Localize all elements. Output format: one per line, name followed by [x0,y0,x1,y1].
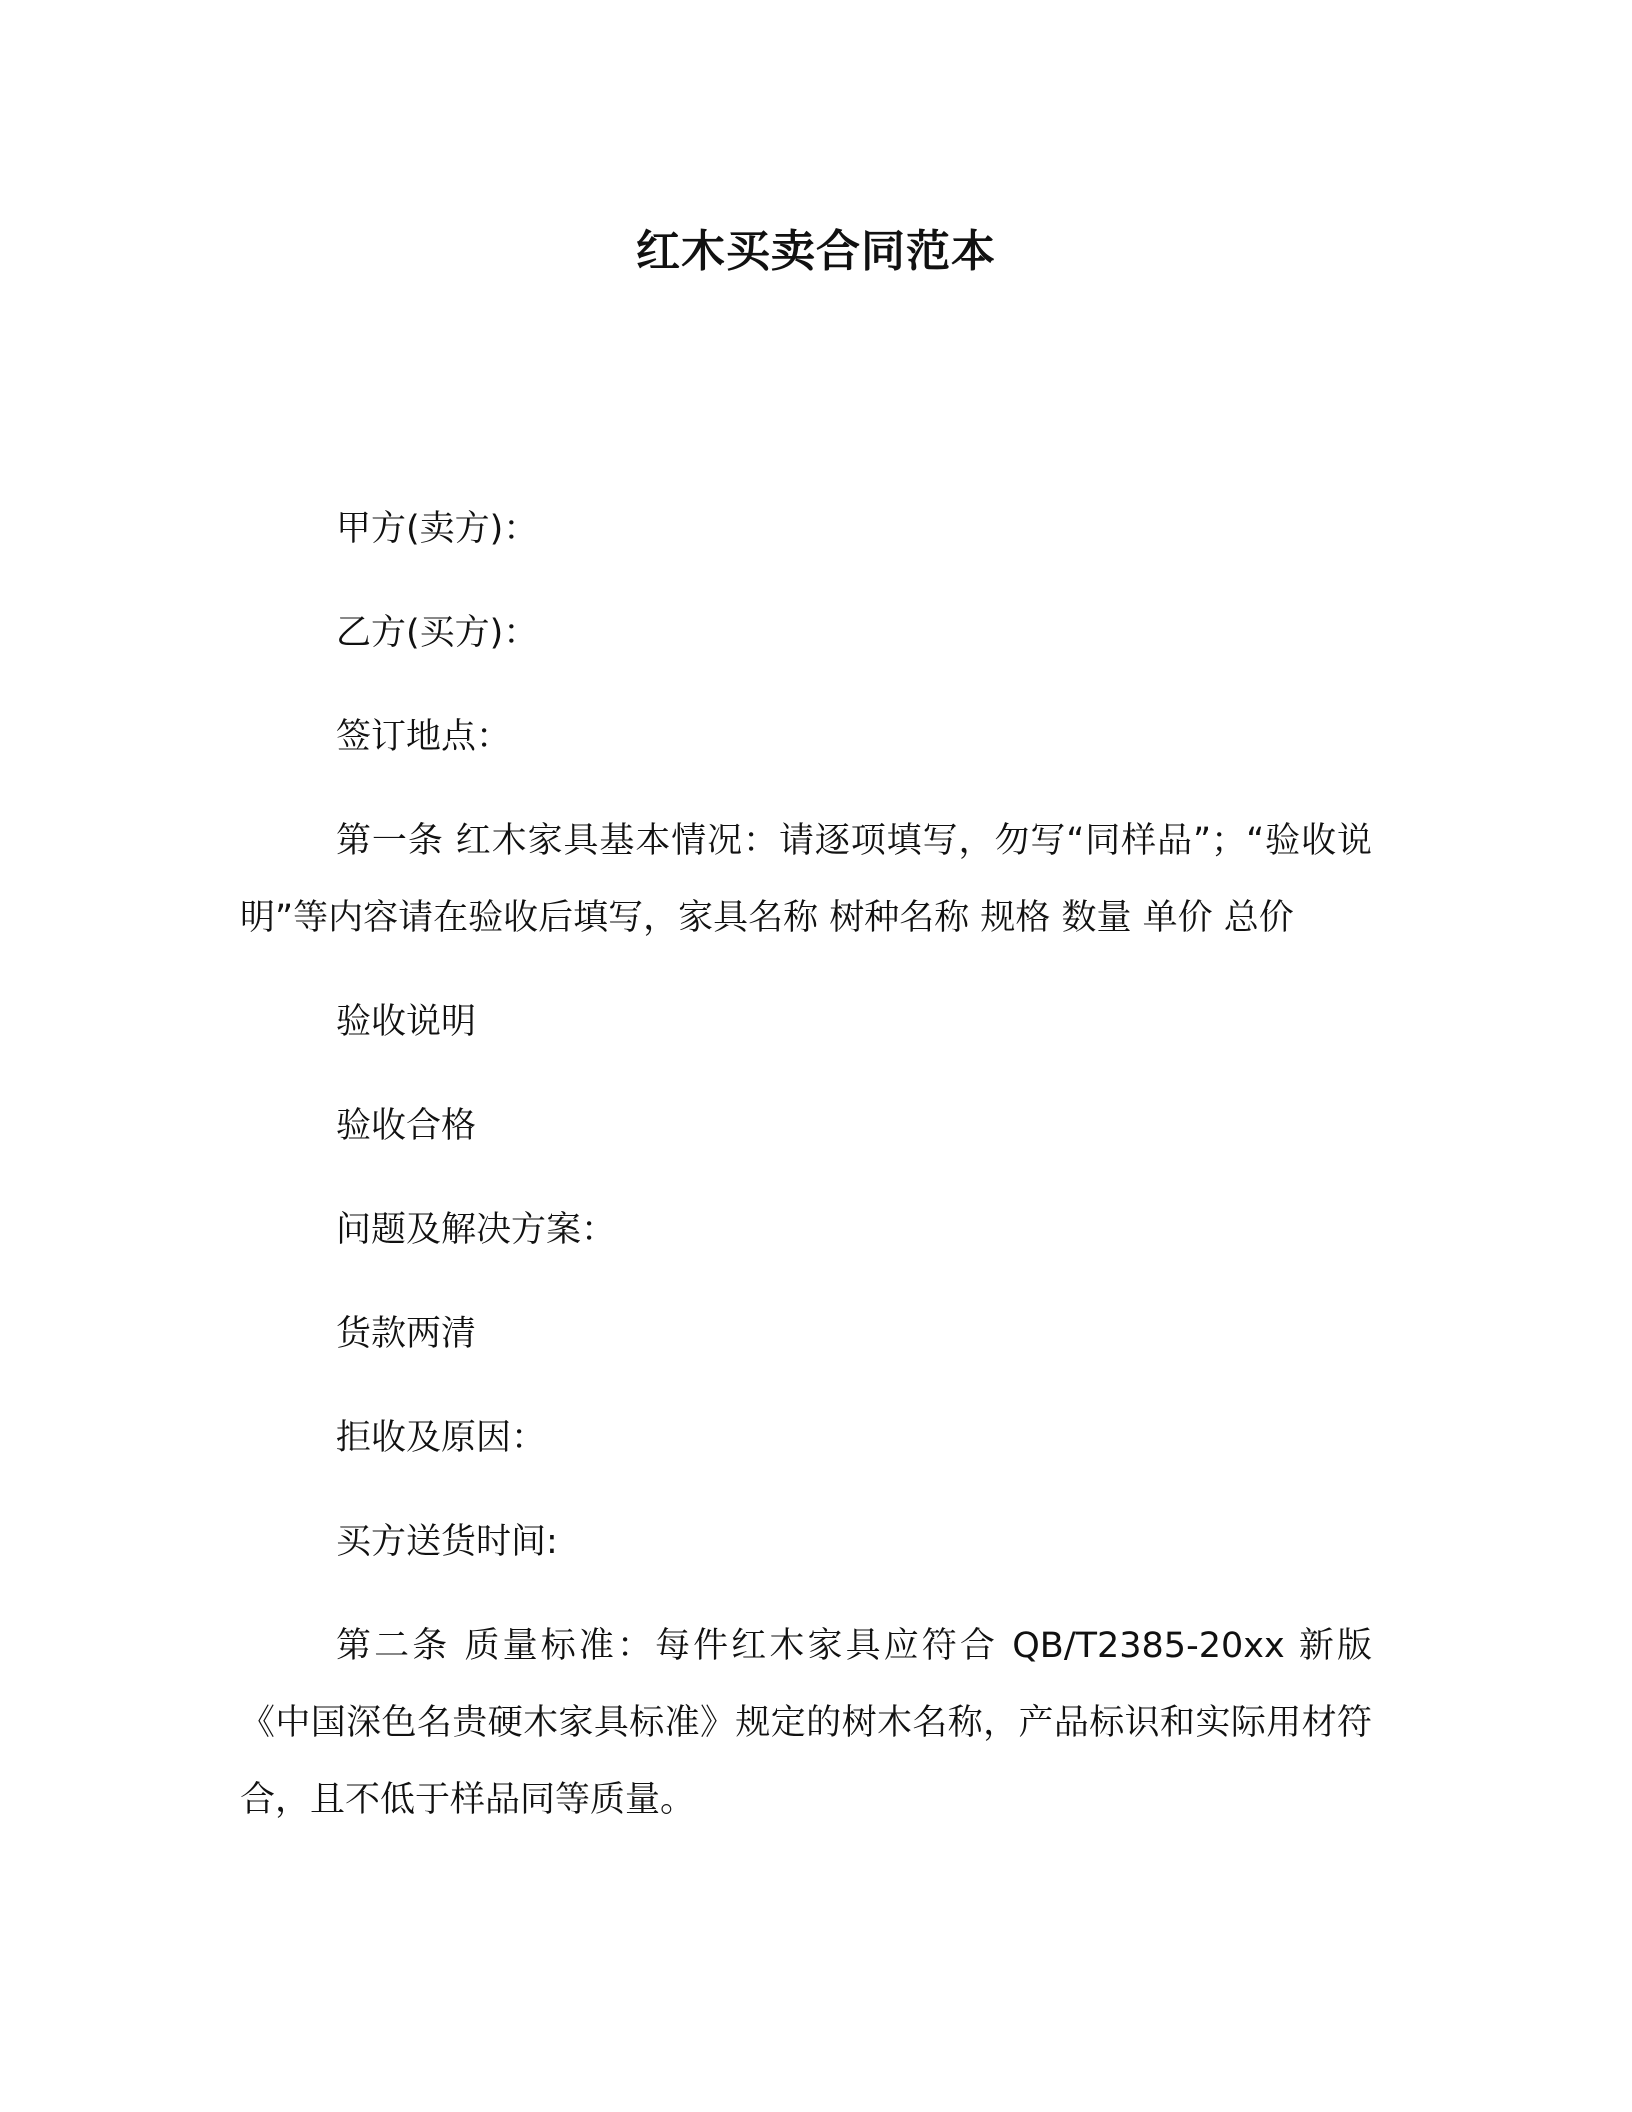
rejection-reason-line: 拒收及原因： [336,1418,547,1458]
signing-place-line: 签订地点： [336,717,512,757]
acceptance-passed-line: 验收合格 [336,1106,477,1146]
document-title: 红木买卖合同范本 [636,226,996,277]
article-one-paragraph: 第一条 红木家具基本情况：请逐项填写，勿写“同样品”；“验收说明”等内容请在验收后填写，家具名称 树种名称 规格 数量 单价 总价 [240,821,1372,938]
payment-settled-line: 货款两清 [336,1314,477,1354]
party-a-line: 甲方(卖方)： [336,509,539,549]
party-b-line: 乙方(买方)： [336,613,539,653]
article-two-paragraph: 第二条 质量标准：每件红木家具应符合 QB/T2385-20xx 新版《中国深色名贵硬木家具标准》规定的树木名称，产品标识和实际用材符合，且不低于样品同等质量。 [240,1626,1372,1820]
issue-solution-line: 问题及解决方案： [336,1210,617,1250]
acceptance-note-line: 验收说明 [336,1002,477,1042]
document-body [240,491,1372,1866]
delivery-time-line: 买方送货时间: [336,1522,558,1562]
